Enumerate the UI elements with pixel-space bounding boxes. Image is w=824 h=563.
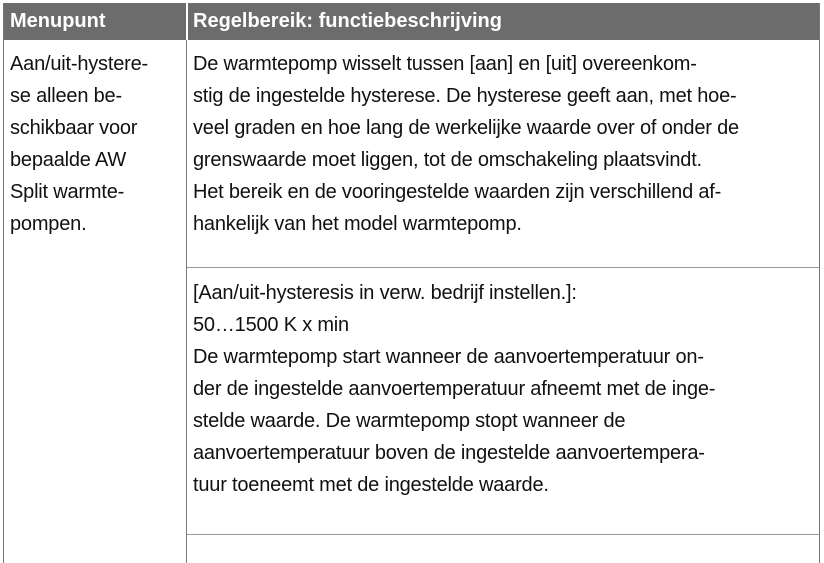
menu-item-line: se alleen be- [10, 85, 122, 107]
column-divider [186, 3, 187, 563]
description-line: De warmtepomp wisselt tussen [aan] en [uit] overeenkom- [193, 53, 697, 75]
setting-cell [193, 277, 715, 501]
row-separator [187, 267, 819, 268]
description-line: hankelijk van het model warmtepomp. [193, 213, 522, 235]
menu-item-line: schikbaar voor [10, 117, 138, 139]
menu-item-line: pompen. [10, 213, 87, 235]
menu-item-line: Split warmte- [10, 181, 125, 203]
table-header-row [4, 3, 819, 40]
header-menupunt: Menupunt [10, 10, 106, 32]
menu-item-line: Aan/uit-hystere- [10, 53, 148, 75]
setting-line: aanvoertemperatuur boven de ingestelde aanvoertempera- [193, 442, 705, 464]
setting-line: tuur toeneemt met de ingestelde waarde. [193, 474, 549, 496]
setting-line: stelde waarde. De warmtepomp stopt wanneer de [193, 410, 626, 432]
setting-line: der de ingestelde aanvoertemperatuur afneemt met de inge- [193, 378, 716, 400]
menu-item-cell [10, 48, 148, 240]
description-line: stig de ingestelde hysterese. De hysterese geeft aan, met hoe- [193, 85, 737, 107]
settings-table [3, 3, 820, 563]
setting-line: [Aan/uit-hysteresis in verw. bedrijf instellen.]: [193, 282, 577, 304]
menu-item-line: bepaalde AW [10, 149, 127, 171]
header-regelbereik: Regelbereik: functiebeschrijving [193, 10, 502, 32]
row-separator [187, 534, 819, 535]
setting-line: 50…1500 K x min [193, 314, 349, 336]
description-cell [193, 48, 739, 240]
setting-line: De warmtepomp start wanneer de aanvoertemperatuur on- [193, 346, 704, 368]
description-line: Het bereik en de vooringestelde waarden zijn verschillend af- [193, 181, 722, 203]
description-line: grenswaarde moet liggen, tot de omschakeling plaatsvindt. [193, 149, 702, 171]
description-line: veel graden en hoe lang de werkelijke waarde over of onder de [193, 117, 739, 139]
header-column-divider [186, 3, 188, 40]
